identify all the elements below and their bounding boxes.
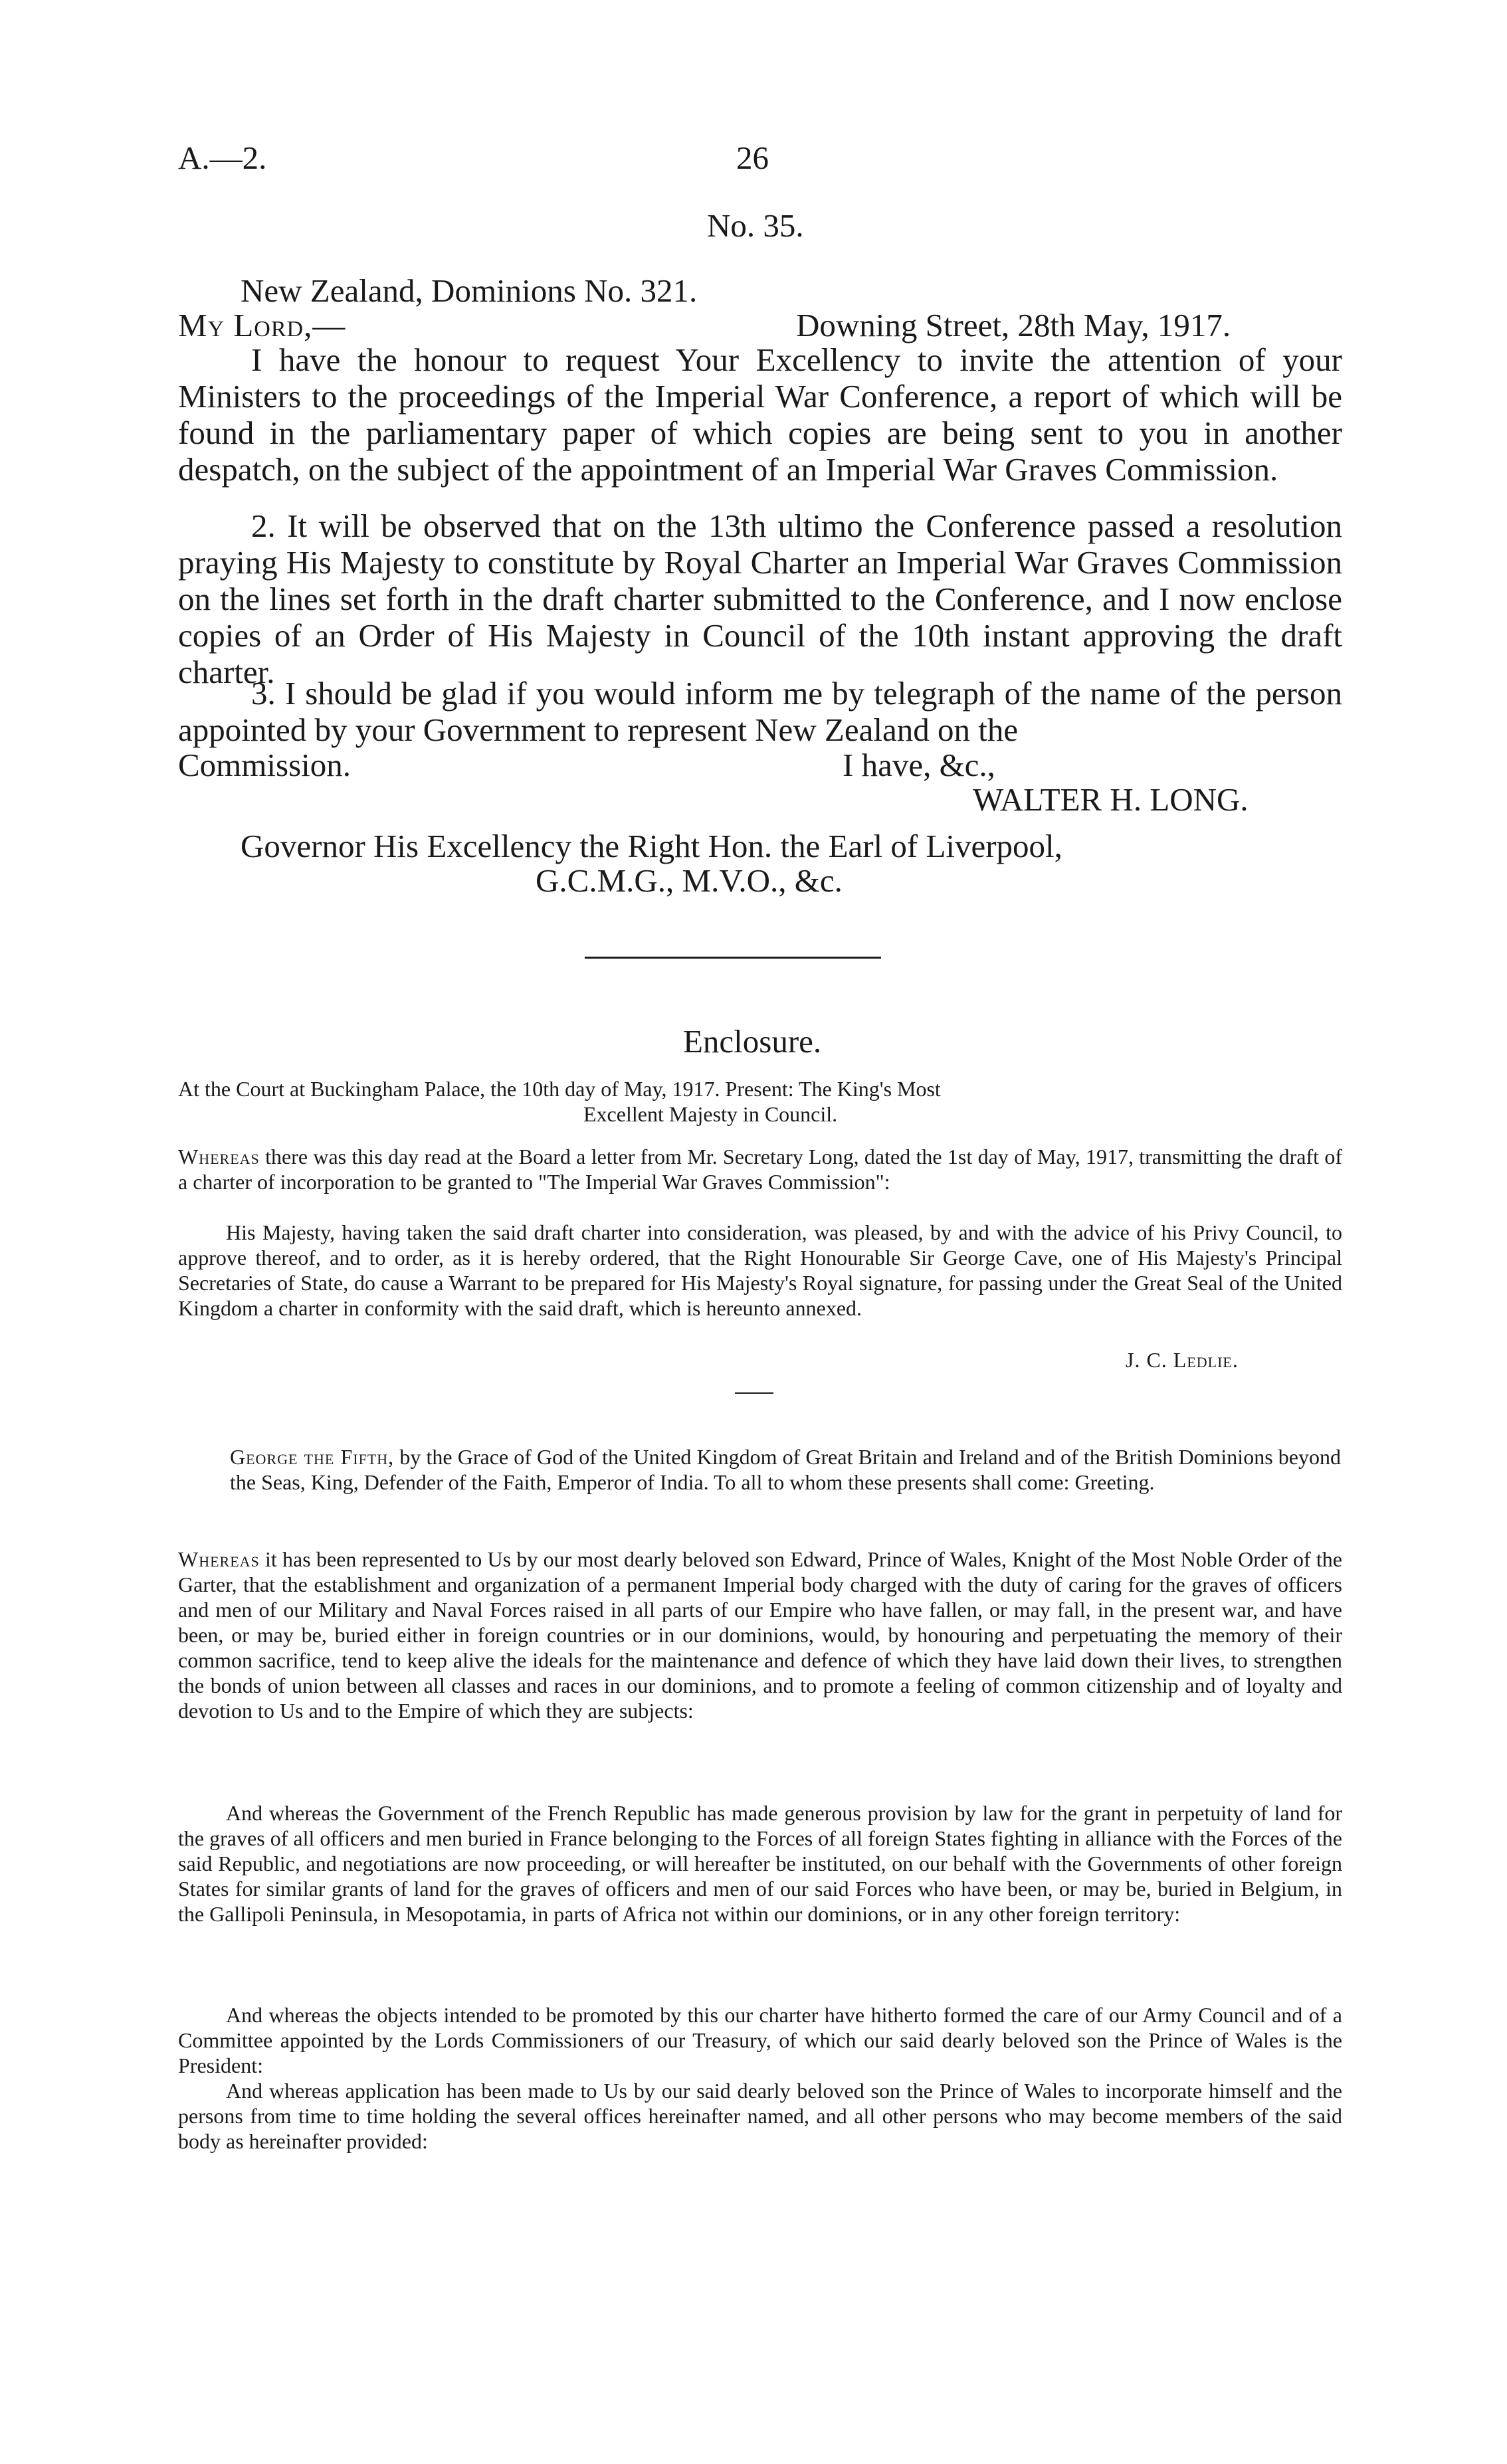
order-paragraph: His Majesty, having taken the said draft charter into consideration, was pleased, by and with the advice of his Privy Council, to approve thereof, and to order, as it is hereby ordered, that the Right Honourable Sir George Cave, one of His Majesty's Principal Secretaries of State, do cause a Warrant to be prepared for His Majesty's Royal signature, for passing under the Great Seal of the United Kingdom a charter in conformity with the said draft, which is hereunto annexed. bbox=[178, 1220, 1342, 1320]
addressee-line-2: G.C.M.G., M.V.O., &c. bbox=[536, 862, 843, 899]
signature: WALTER H. LONG. bbox=[973, 781, 1249, 818]
clerk-signature: J. C. Ledlie. bbox=[1126, 1348, 1239, 1372]
enclosure-whereas-paragraph bbox=[178, 1144, 1342, 1194]
charter-whereas-text: it has been represented to Us by our most dearly beloved son Edward, Prince of Wales, Knight of the Most Noble Order of the Garter, that the establishment and organization of a permanent Imperial body charged with the duty of caring for the graves of officers and men of our Military and Naval Forces raised in all parts of our Empire who have fallen, or may fall, in the present war, and have been, or may be, buried either in foreign countries or in our dominions, would, by honouring and perpetuating the memory of their common sacrifice, tend to keep alive the ideals for the maintenance and defence of which they have laid down their lives, to strengthen the bonds of union between all classes and races in our dominions, and to promote a feeling of common citizenship and of loyalty and devotion to Us and to the Empire of which they are subjects: bbox=[178, 1547, 1342, 1723]
court-line-1: At the Court at Buckingham Palace, the 10th day of May, 1917. Present: The King's Most bbox=[178, 1077, 941, 1101]
application-paragraph: And whereas application has been made to Us by our said dearly beloved son the Prince of Wales to incorporate himself and the persons from time to time holding the several offices hereinafter named, and all other persons who may become members of the said body as hereinafter provided: bbox=[178, 2079, 1342, 2153]
george-lead: George the Fifth, bbox=[230, 1445, 395, 1469]
enclosure-heading: Enclosure. bbox=[683, 1023, 822, 1060]
charter-preamble bbox=[230, 1444, 1341, 1495]
objects-paragraph: And whereas the objects intended to be promoted by this our charter have hitherto formed the care of our Army Council and of a Committee appointed by the Lords Commissioners of our Treasury, of which our said dearly beloved son the Prince of Wales is the President: bbox=[178, 2003, 1342, 2077]
document-number: No. 35. bbox=[707, 207, 804, 244]
letter-paragraph-3: 3. I should be glad if you would inform me by telegraph of the name of the person appointed by your Government to represent New Zealand on the bbox=[178, 675, 1342, 748]
charter-whereas-paragraph bbox=[178, 1547, 1342, 1723]
addressee-line-1: Governor His Excellency the Right Hon. the Earl of Liverpool, bbox=[241, 828, 1062, 864]
dispatch-reference: New Zealand, Dominions No. 321. bbox=[241, 272, 698, 309]
letter-paragraph-1: I have the honour to request Your Excellency to invite the attention of your Ministers to the proceedings of the Imperial War Conference, a report of which will be found in the parliamentary paper of which copies are being sent to you in another despatch, on the subject of the appointment of an Imperial War Graves Commission. bbox=[178, 341, 1342, 488]
charter-whereas-lead: Whereas bbox=[178, 1547, 260, 1571]
letter-paragraph-2: 2. It will be observed that on the 13th ultimo the Conference passed a resolution praying His Majesty to constitute by Royal Charter an Imperial War Graves Commission on the lines set forth in the draft charter submitted to the Conference, and I now enclose copies of an Order of His Majesty in Council of the 10th instant approving the draft charter. bbox=[178, 508, 1342, 690]
whereas-text: there was this day read at the Board a letter from Mr. Secretary Long, dated the 1st day of May, 1917, transmitting the draft of a charter of incorporation to be granted to "The Imperial War Graves Commission": bbox=[178, 1145, 1342, 1194]
letter-paragraph-3-end: Commission. bbox=[178, 747, 352, 783]
document-reference: A.—2. bbox=[178, 140, 267, 176]
place-date: Downing Street, 28th May, 1917. bbox=[796, 307, 1231, 343]
page-number: 26 bbox=[736, 140, 769, 176]
closing: I have, &c., bbox=[843, 747, 995, 783]
court-line-2: Excellent Majesty in Council. bbox=[583, 1102, 838, 1126]
section-divider bbox=[585, 957, 881, 959]
whereas-lead: Whereas bbox=[178, 1145, 260, 1169]
short-divider bbox=[735, 1392, 773, 1394]
george-text: by the Grace of God of the United Kingdom of Great Britain and Ireland and of the British Dominions beyond the Seas, King, Defender of the Faith, Emperor of India. To all to whom these presents shall come: Greeting. bbox=[230, 1445, 1342, 1494]
french-republic-paragraph: And whereas the Government of the French Republic has made generous provision by law for the grant in perpetuity of land for the graves of all officers and men buried in France belonging to the Forces of all foreign States fighting in alliance with the Forces of the said Republic, and negotiations are now proceeding, or will hereafter be instituted, on our behalf with the Governments of other foreign States for similar grants of land for the graves of officers and men of our said Forces who have been, or may be, buried in Belgium, in the Gallipoli Peninsula, in Mesopotamia, in parts of Africa not within our dominions, or in any other foreign territory: bbox=[178, 1801, 1342, 1926]
salutation: My Lord,— bbox=[178, 307, 346, 343]
